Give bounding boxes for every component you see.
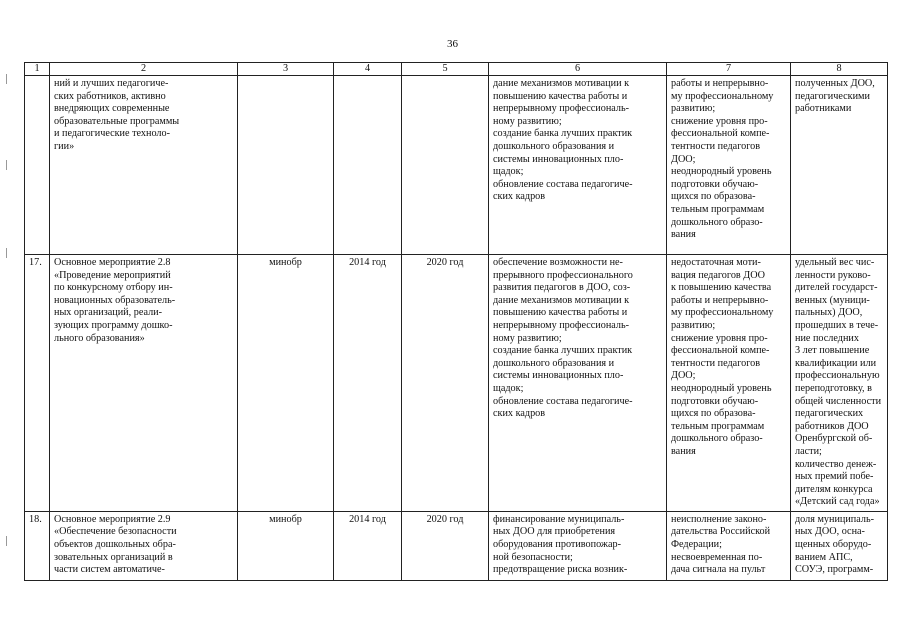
cell-text-line: подготовки обучаю- [671, 395, 759, 407]
cell-text-line: дача сигнала на пульт [671, 564, 766, 576]
table-row [25, 511, 888, 580]
end-date: 2020 год [402, 511, 489, 580]
cell-text-line: СОУЭ, программ- [795, 564, 874, 576]
header-cell: 4 [334, 63, 402, 76]
scan-mark [6, 74, 7, 84]
cell-text-line: прерывного профессионального [493, 269, 633, 281]
cell-text-line: работниками [795, 103, 852, 115]
measure-name [50, 255, 238, 512]
cell-text-line: повышению качества работы и [493, 307, 628, 319]
cell-text-line: образовательные программы [54, 115, 180, 127]
cell-text-line: тентности педагогов [671, 357, 761, 369]
responsible-executor: минобр [238, 511, 334, 580]
cell-text-line: переподготовку, в [795, 382, 872, 394]
row-number: 18. [25, 511, 50, 580]
cell-text-line: дошкольного образо- [671, 216, 763, 228]
cell-text-line: неоднородный уровень [671, 166, 772, 178]
cell-text-line: дошкольного образо- [671, 433, 763, 445]
cell-text-line: ний и лучших педагогиче- [54, 78, 169, 89]
cell-text-line: ласти; [795, 445, 822, 457]
measures-table [24, 62, 888, 581]
cell-text-line: Федерации; [671, 539, 722, 551]
cell-text-line: создание банка лучших практик [493, 128, 633, 140]
cell-text-line: дителей государст- [795, 282, 878, 294]
end-date: 2020 год [402, 255, 489, 512]
cell-text-line: снижение уровня про- [671, 115, 768, 127]
cell-text-line: ДОО; [671, 153, 696, 165]
start-date: 2014 год [334, 255, 402, 512]
cell-text-line: 3 лет повышение [795, 345, 870, 357]
cell-text-line: прошедших в тече- [795, 319, 879, 331]
cell-text-line: вация педагогов ДОО [671, 269, 765, 281]
cell-text-line: педагогическими [795, 90, 870, 102]
cell-text-line: «Обеспечение безопасности [54, 526, 177, 538]
cell-text-line: тентности педагогов [671, 140, 761, 152]
cell-text-line: внедряющих современные [54, 103, 170, 115]
measure-name [50, 511, 238, 580]
cell-text-line: обновление состава педагогиче- [493, 395, 633, 407]
cell-text-line: вания [671, 445, 696, 457]
table-row [25, 76, 888, 255]
header-cell: 2 [50, 63, 238, 76]
cell-text-line: неоднородный уровень [671, 382, 772, 394]
cell-text-line: снижение уровня про- [671, 332, 768, 344]
cell-text-line: вания [671, 229, 696, 241]
cell-text-line: работы и непрерывно- [671, 294, 769, 306]
cell-text-line: ДОО; [671, 370, 696, 382]
cell-text-line: тельным программам [671, 420, 765, 432]
cell-text-line: обновление состава педагогиче- [493, 178, 633, 190]
cell-text-line: несвоевременная по- [671, 551, 763, 563]
cell-text-line: дошкольного образования и [493, 357, 615, 369]
start-date [334, 76, 402, 255]
cell-text-line: Основное мероприятие 2.9 [54, 513, 171, 525]
cell-text-line: квалификации или [795, 357, 877, 369]
cell-text-line: ленности руково- [795, 269, 871, 281]
cell-text-line: педагогических [795, 408, 864, 420]
cell-text-line: ние последних [795, 332, 859, 344]
cell-text-line: фессиональной компе- [671, 345, 770, 357]
cell-text-line: му профессиональному [671, 307, 774, 319]
cell-text-line: количество денеж- [795, 458, 877, 470]
cell-text-line: удельный вес чис- [795, 257, 875, 268]
cell-text-line: непрерывному профессиональ- [493, 103, 630, 115]
cell-text-line: ных ДОО для приобретения [493, 526, 616, 538]
row-number [25, 76, 50, 255]
header-cell: 3 [238, 63, 334, 76]
header-cell: 5 [402, 63, 489, 76]
cell-text-line: му профессиональному [671, 90, 774, 102]
indicators [791, 511, 888, 580]
cell-text-line: дательства Российской [671, 526, 771, 538]
cell-text-line: «Проведение мероприятий [54, 269, 171, 281]
cell-text-line: щадок; [493, 166, 524, 178]
cell-text-line: дание механизмов мотивации к [493, 78, 630, 89]
cell-text-line: «Детский сад года» [795, 496, 880, 508]
cell-text-line: части систем автоматиче- [54, 564, 165, 576]
cell-text-line: гии» [54, 140, 75, 152]
cell-text-line: тельным программам [671, 203, 765, 215]
responsible-executor: минобр [238, 255, 334, 512]
cell-text-line: новационных образователь- [54, 294, 176, 306]
cell-text-line: фессиональной компе- [671, 128, 770, 140]
start-date: 2014 год [334, 511, 402, 580]
table-row [25, 255, 888, 512]
cell-text-line: ных организаций, реали- [54, 307, 163, 319]
header-cell: 1 [25, 63, 50, 76]
cell-text-line: объектов дошкольных обра- [54, 539, 176, 551]
cell-text-line: работы и непрерывно- [671, 78, 769, 89]
cell-text-line: венных (муници- [795, 294, 870, 306]
cell-text-line: щихся по образова- [671, 191, 756, 203]
cell-text-line: подготовки обучаю- [671, 178, 759, 190]
cell-text-line: по конкурсному отбору ин- [54, 282, 173, 294]
cell-text-line: ной безопасности; [493, 551, 573, 563]
header-cell: 7 [667, 63, 791, 76]
cell-text-line: развития педагогов в ДОО, соз- [493, 282, 631, 294]
cell-text-line: оборудования противопожар- [493, 539, 621, 551]
cell-text-line: и педагогические техноло- [54, 128, 170, 140]
cell-text-line: недостаточная моти- [671, 257, 761, 268]
expected-result [489, 76, 667, 255]
cell-text-line: непрерывному профессиональ- [493, 319, 630, 331]
cell-text-line: ных ДОО, осна- [795, 526, 865, 538]
cell-text-line: повышению качества работы и [493, 90, 628, 102]
cell-text-line: финансирование муниципаль- [493, 513, 625, 525]
cell-text-line: Основное мероприятие 2.8 [54, 257, 171, 268]
cell-text-line: зующих программу дошко- [54, 319, 173, 331]
cell-text-line: зовательных организаций в [54, 551, 173, 563]
cell-text-line: щадок; [493, 382, 524, 394]
cell-text-line: общей численности [795, 395, 882, 407]
scan-mark [6, 536, 7, 546]
end-date [402, 76, 489, 255]
consequences [667, 255, 791, 512]
cell-text-line: профессиональную [795, 370, 880, 382]
indicators [791, 255, 888, 512]
cell-text-line: предотвращение риска возник- [493, 564, 628, 576]
consequences [667, 511, 791, 580]
cell-text-line: работников ДОО [795, 420, 869, 432]
scan-mark [6, 160, 7, 170]
cell-text-line: создание банка лучших практик [493, 345, 633, 357]
cell-text-line: ному развитию; [493, 115, 562, 127]
measure-name [50, 76, 238, 255]
cell-text-line: системы инновационных пло- [493, 153, 624, 165]
cell-text-line: системы инновационных пло- [493, 370, 624, 382]
cell-text-line: пальных) ДОО, [795, 307, 863, 319]
cell-text-line: льного образования» [54, 332, 145, 344]
cell-text-line: доля муниципаль- [795, 513, 874, 525]
cell-text-line: дителям конкурса [795, 483, 873, 495]
cell-text-line: ских кадров [493, 408, 546, 420]
cell-text-line: дание механизмов мотивации к [493, 294, 630, 306]
scan-mark [6, 248, 7, 258]
cell-text-line: ному развитию; [493, 332, 562, 344]
cell-text-line: к повышению качества [671, 282, 772, 294]
cell-text-line: Оренбургской об- [795, 433, 873, 445]
cell-text-line: щихся по образова- [671, 408, 756, 420]
consequences [667, 76, 791, 255]
cell-text-line: ских работников, активно [54, 90, 166, 102]
cell-text-line: развитию; [671, 103, 716, 115]
expected-result [489, 255, 667, 512]
row-number: 17. [25, 255, 50, 512]
cell-text-line: дошкольного образования и [493, 140, 615, 152]
cell-text-line: обеспечение возможности не- [493, 257, 623, 268]
expected-result [489, 511, 667, 580]
cell-text-line: неисполнение законо- [671, 513, 767, 525]
responsible-executor [238, 76, 334, 255]
cell-text-line: щенных оборудо- [795, 539, 872, 551]
cell-text-line: ских кадров [493, 191, 546, 203]
header-cell: 6 [489, 63, 667, 76]
header-cell: 8 [791, 63, 888, 76]
cell-text-line: полученных ДОО, [795, 78, 875, 89]
page-number: 36 [447, 38, 458, 50]
column-number-row [25, 63, 888, 76]
cell-text-line: ванием АПС, [795, 551, 853, 563]
indicators [791, 76, 888, 255]
cell-text-line: ных премий побе- [795, 471, 874, 483]
cell-text-line: развитию; [671, 319, 716, 331]
